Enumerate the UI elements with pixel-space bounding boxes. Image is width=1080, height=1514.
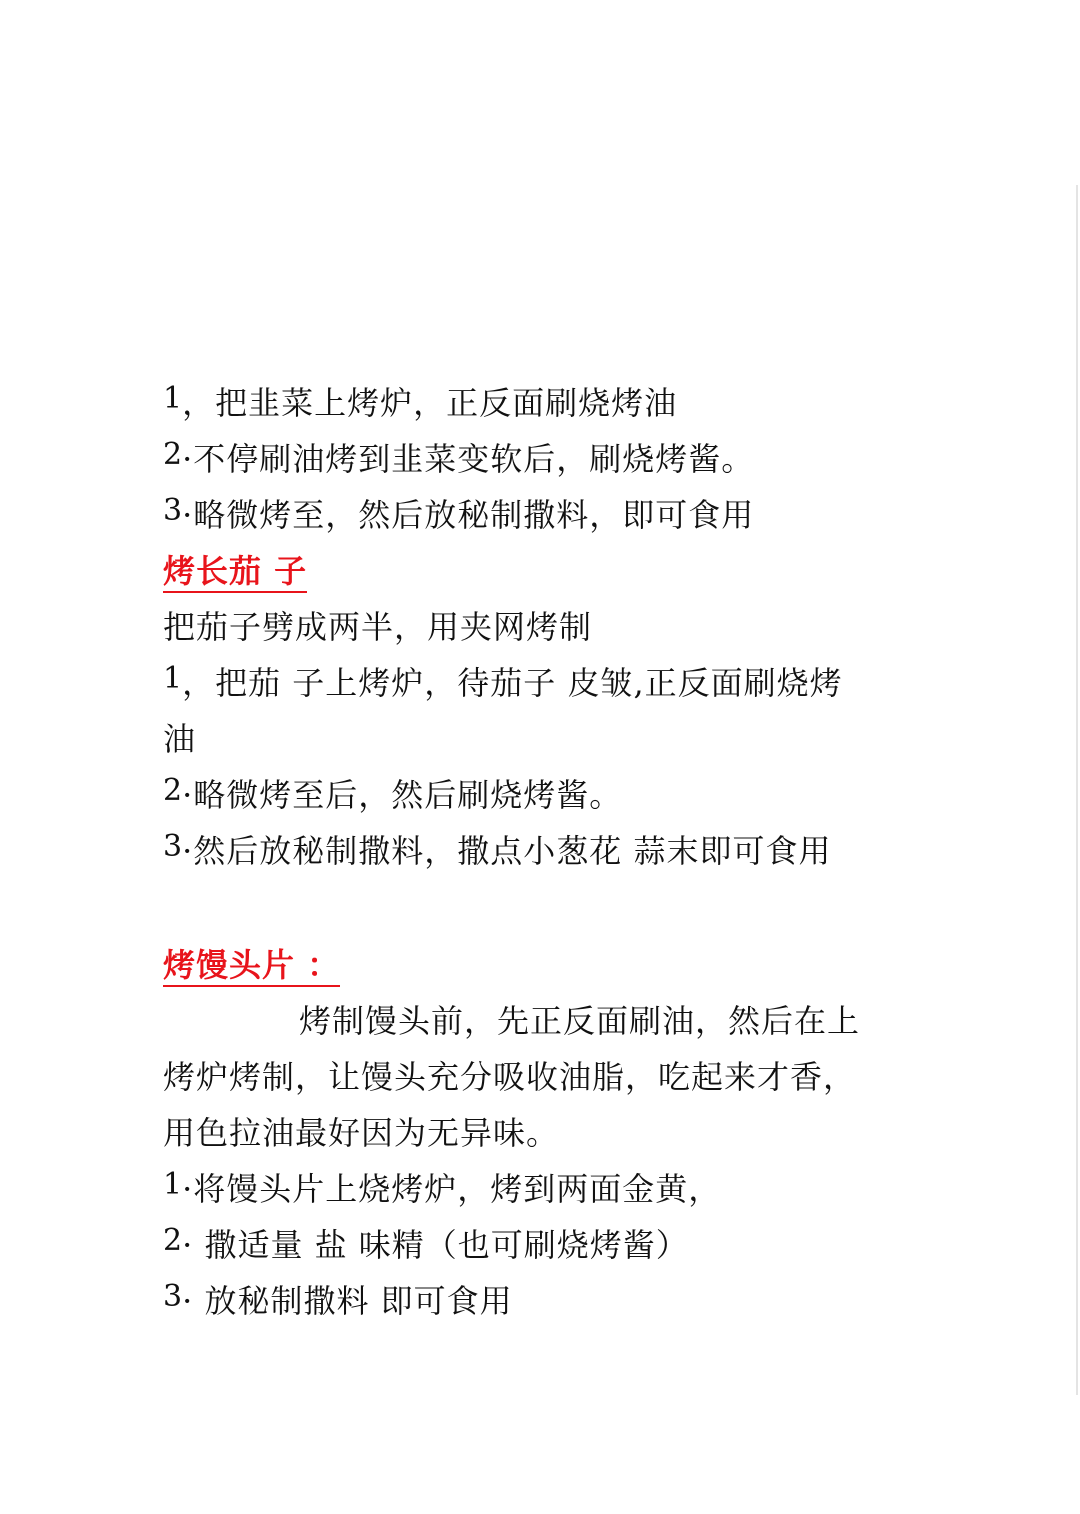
step-text: ，把茄 子上烤炉，待茄子 皮皱,正反面刷烧烤 <box>182 664 843 702</box>
chives-steps <box>163 375 923 543</box>
section-spacer <box>163 879 923 937</box>
step-number: 2 <box>163 1223 183 1258</box>
chives-step-1 <box>163 375 923 431</box>
step-number: 1 <box>163 1167 183 1202</box>
eggplant-section <box>163 543 923 879</box>
mantou-intro-line-2: 烤炉烤制，让馒头充分吸收油脂，吃起来才香， <box>163 1058 857 1096</box>
step-text: ·略微烤至后，然后刷烧烤酱。 <box>182 776 623 814</box>
mantou-intro-line-1 <box>163 993 923 1049</box>
step-number: 3 <box>163 493 183 528</box>
step-text: ，把韭菜上烤炉，正反面刷烧烤油 <box>182 384 678 422</box>
step-text: · 放秘制撒料 即可食用 <box>182 1282 513 1320</box>
mantou-step-1 <box>163 1161 923 1217</box>
heading-text: 烤长茄 子 <box>163 552 307 593</box>
chives-step-3 <box>163 487 923 543</box>
eggplant-step-1 <box>163 655 923 711</box>
step-text: · 撒适量 盐 味精（也可刷烧烤酱） <box>182 1226 689 1264</box>
step-number: 2 <box>163 773 183 808</box>
chives-step-2 <box>163 431 923 487</box>
step-number: 3 <box>163 1279 183 1314</box>
eggplant-intro: 把茄子劈成两半，用夹网烤制 <box>163 608 593 646</box>
mantou-intro-line-3: 用色拉油最好因为无异味。 <box>163 1114 560 1152</box>
section-heading-eggplant <box>163 543 923 599</box>
step-text: ·然后放秘制撒料，撒点小葱花 蒜末即可食用 <box>182 832 832 870</box>
recipe-document <box>163 375 923 1329</box>
step-number: 3 <box>163 829 183 864</box>
eggplant-step-2 <box>163 767 923 823</box>
step-number: 1 <box>163 381 183 416</box>
step-text: ·略微烤至，然后放秘制撒料，即可食用 <box>182 496 755 534</box>
intro-text: 烤制馒头前，先正反面刷油，然后在上 <box>299 1002 861 1040</box>
step-text: ·将馒头片上烧烤炉，烤到两面金黄， <box>182 1170 722 1208</box>
step-number: 1 <box>163 661 183 696</box>
mantou-step-2 <box>163 1217 923 1273</box>
section-heading-mantou <box>163 937 923 993</box>
heading-text: 烤馒头片 ： <box>163 946 340 987</box>
mantou-step-3 <box>163 1273 923 1329</box>
step-text: ·不停刷油烤到韭菜变软后，刷烧烤酱。 <box>182 440 755 478</box>
eggplant-step-1-continued: 油 <box>163 720 197 758</box>
eggplant-step-3 <box>163 823 923 879</box>
step-number: 2 <box>163 437 183 472</box>
mantou-section <box>163 937 923 1329</box>
page-edge-divider <box>1076 185 1078 1395</box>
